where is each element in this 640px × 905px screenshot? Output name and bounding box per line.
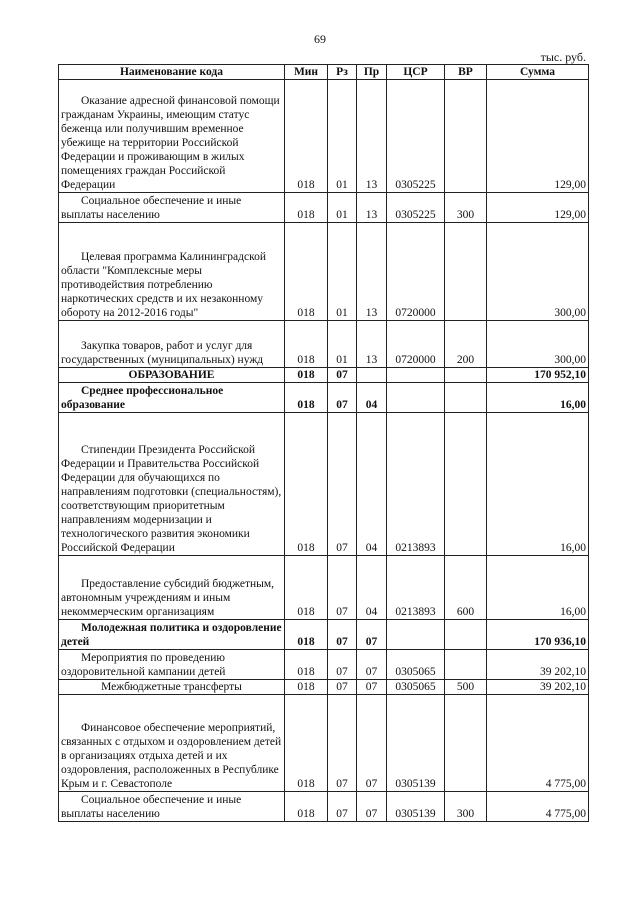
row-csr: 0720000: [387, 223, 445, 321]
row-rz: 07: [328, 792, 357, 822]
row-name: Оказание адресной финансовой помощи гражданам Украины, имеющим статус беженца или получившим временное убежище на территории Российской Федерации и проживающим в жилых помещениях граждан Российской Федерации: [59, 80, 285, 193]
row-sum: 170 936,10: [487, 620, 589, 650]
row-name: Предоставление субсидий бюджетным, автономным учреждениям и иным некоммерческим организациям: [59, 556, 285, 620]
table-row: [59, 383, 589, 413]
row-pr: 13: [357, 80, 387, 193]
row-rz: 07: [328, 695, 357, 792]
row-min: 018: [285, 556, 328, 620]
table-row: [59, 223, 589, 321]
row-vr: [445, 80, 487, 193]
table-header-row: [59, 65, 589, 80]
row-min: 018: [285, 80, 328, 193]
row-csr: 0305065: [387, 680, 445, 695]
row-vr: 500: [445, 680, 487, 695]
row-pr: 04: [357, 556, 387, 620]
row-name: Мероприятия по проведению оздоровительной кампании детей: [59, 650, 285, 680]
row-rz: 07: [328, 680, 357, 695]
row-min: 018: [285, 223, 328, 321]
row-name: Среднее профессиональное образование: [59, 383, 285, 413]
row-pr: 07: [357, 695, 387, 792]
row-min: 018: [285, 620, 328, 650]
header-rz: Рз: [328, 65, 357, 80]
row-min: 018: [285, 792, 328, 822]
row-rz: 01: [328, 223, 357, 321]
row-vr: 300: [445, 792, 487, 822]
budget-table: [58, 64, 589, 822]
row-csr: 0213893: [387, 413, 445, 556]
row-rz: 07: [328, 413, 357, 556]
table-row: [59, 695, 589, 792]
row-vr: 300: [445, 193, 487, 223]
row-sum: 4 775,00: [487, 695, 589, 792]
row-csr: [387, 368, 445, 383]
row-sum: 16,00: [487, 413, 589, 556]
header-sum: Сумма: [487, 65, 589, 80]
row-csr: 0305139: [387, 695, 445, 792]
row-min: 018: [285, 680, 328, 695]
row-csr: 0213893: [387, 556, 445, 620]
table-row: [59, 321, 589, 368]
row-csr: [387, 620, 445, 650]
row-min: 018: [285, 193, 328, 223]
header-csr: ЦСР: [387, 65, 445, 80]
row-min: 018: [285, 321, 328, 368]
row-pr: 07: [357, 620, 387, 650]
table-row: [59, 556, 589, 620]
table-row: [59, 368, 589, 383]
row-rz: 07: [328, 383, 357, 413]
row-name: Молодежная политика и оздоровление детей: [59, 620, 285, 650]
row-rz: 01: [328, 321, 357, 368]
table-row: [59, 620, 589, 650]
row-vr: [445, 620, 487, 650]
row-sum: 300,00: [487, 321, 589, 368]
row-min: 018: [285, 413, 328, 556]
row-pr: 07: [357, 792, 387, 822]
row-sum: 129,00: [487, 80, 589, 193]
row-min: 018: [285, 695, 328, 792]
row-name: Межбюджетные трансферты: [59, 680, 285, 695]
row-csr: 0305065: [387, 650, 445, 680]
table-row: [59, 413, 589, 556]
row-name: Закупка товаров, работ и услуг для государственных (муниципальных) нужд: [59, 321, 285, 368]
row-sum: 4 775,00: [487, 792, 589, 822]
row-name: Финансовое обеспечение мероприятий, связанных с отдыхом и оздоровлением детей в организациях отдыха детей и их оздоровления, расположенных в Республике Крым и г. Севастополе: [59, 695, 285, 792]
row-min: 018: [285, 650, 328, 680]
table-row: [59, 650, 589, 680]
table-row: [59, 80, 589, 193]
row-vr: [445, 650, 487, 680]
row-pr: 07: [357, 650, 387, 680]
page-number: 69: [314, 32, 326, 46]
row-sum: 39 202,10: [487, 680, 589, 695]
row-rz: 07: [328, 650, 357, 680]
row-min: 018: [285, 368, 328, 383]
row-rz: 01: [328, 80, 357, 193]
row-name: Социальное обеспечение и иные выплаты населению: [59, 193, 285, 223]
row-csr: 0720000: [387, 321, 445, 368]
row-rz: 07: [328, 556, 357, 620]
row-sum: 129,00: [487, 193, 589, 223]
row-sum: 16,00: [487, 556, 589, 620]
row-pr: [357, 368, 387, 383]
row-vr: 600: [445, 556, 487, 620]
row-vr: [445, 223, 487, 321]
row-vr: [445, 368, 487, 383]
row-sum: 300,00: [487, 223, 589, 321]
row-name: ОБРАЗОВАНИЕ: [59, 368, 285, 383]
row-sum: 39 202,10: [487, 650, 589, 680]
row-rz: 01: [328, 193, 357, 223]
row-csr: 0305225: [387, 80, 445, 193]
row-vr: [445, 413, 487, 556]
row-csr: [387, 383, 445, 413]
header-min: Мин: [285, 65, 328, 80]
row-csr: 0305225: [387, 193, 445, 223]
header-vr: ВР: [445, 65, 487, 80]
row-csr: 0305139: [387, 792, 445, 822]
table-row: [59, 680, 589, 695]
row-vr: [445, 695, 487, 792]
table-row: [59, 193, 589, 223]
row-name: Социальное обеспечение и иные выплаты населению: [59, 792, 285, 822]
units-label: тыс. руб.: [540, 50, 586, 64]
row-pr: 13: [357, 193, 387, 223]
row-pr: 07: [357, 680, 387, 695]
header-pr: Пр: [357, 65, 387, 80]
header-name: Наименование кода: [59, 65, 285, 80]
row-sum: 170 952,10: [487, 368, 589, 383]
row-rz: 07: [328, 368, 357, 383]
row-min: 018: [285, 383, 328, 413]
row-pr: 13: [357, 321, 387, 368]
row-name: Стипендии Президента Российской Федерации и Правительства Российской Федерации для обучающихся по направлениям подготовки (специальностям), соответствующим приоритетным направлениям модернизации и технологического развития экономики Российской Федерации: [59, 413, 285, 556]
row-sum: 16,00: [487, 383, 589, 413]
row-vr: [445, 383, 487, 413]
row-rz: 07: [328, 620, 357, 650]
row-pr: 13: [357, 223, 387, 321]
row-name: Целевая программа Калининградской области "Комплексные меры противодействия потреблению наркотических средств и их незаконному обороту на 2012-2016 годы": [59, 223, 285, 321]
row-pr: 04: [357, 383, 387, 413]
row-vr: 200: [445, 321, 487, 368]
table-row: [59, 792, 589, 822]
row-pr: 04: [357, 413, 387, 556]
